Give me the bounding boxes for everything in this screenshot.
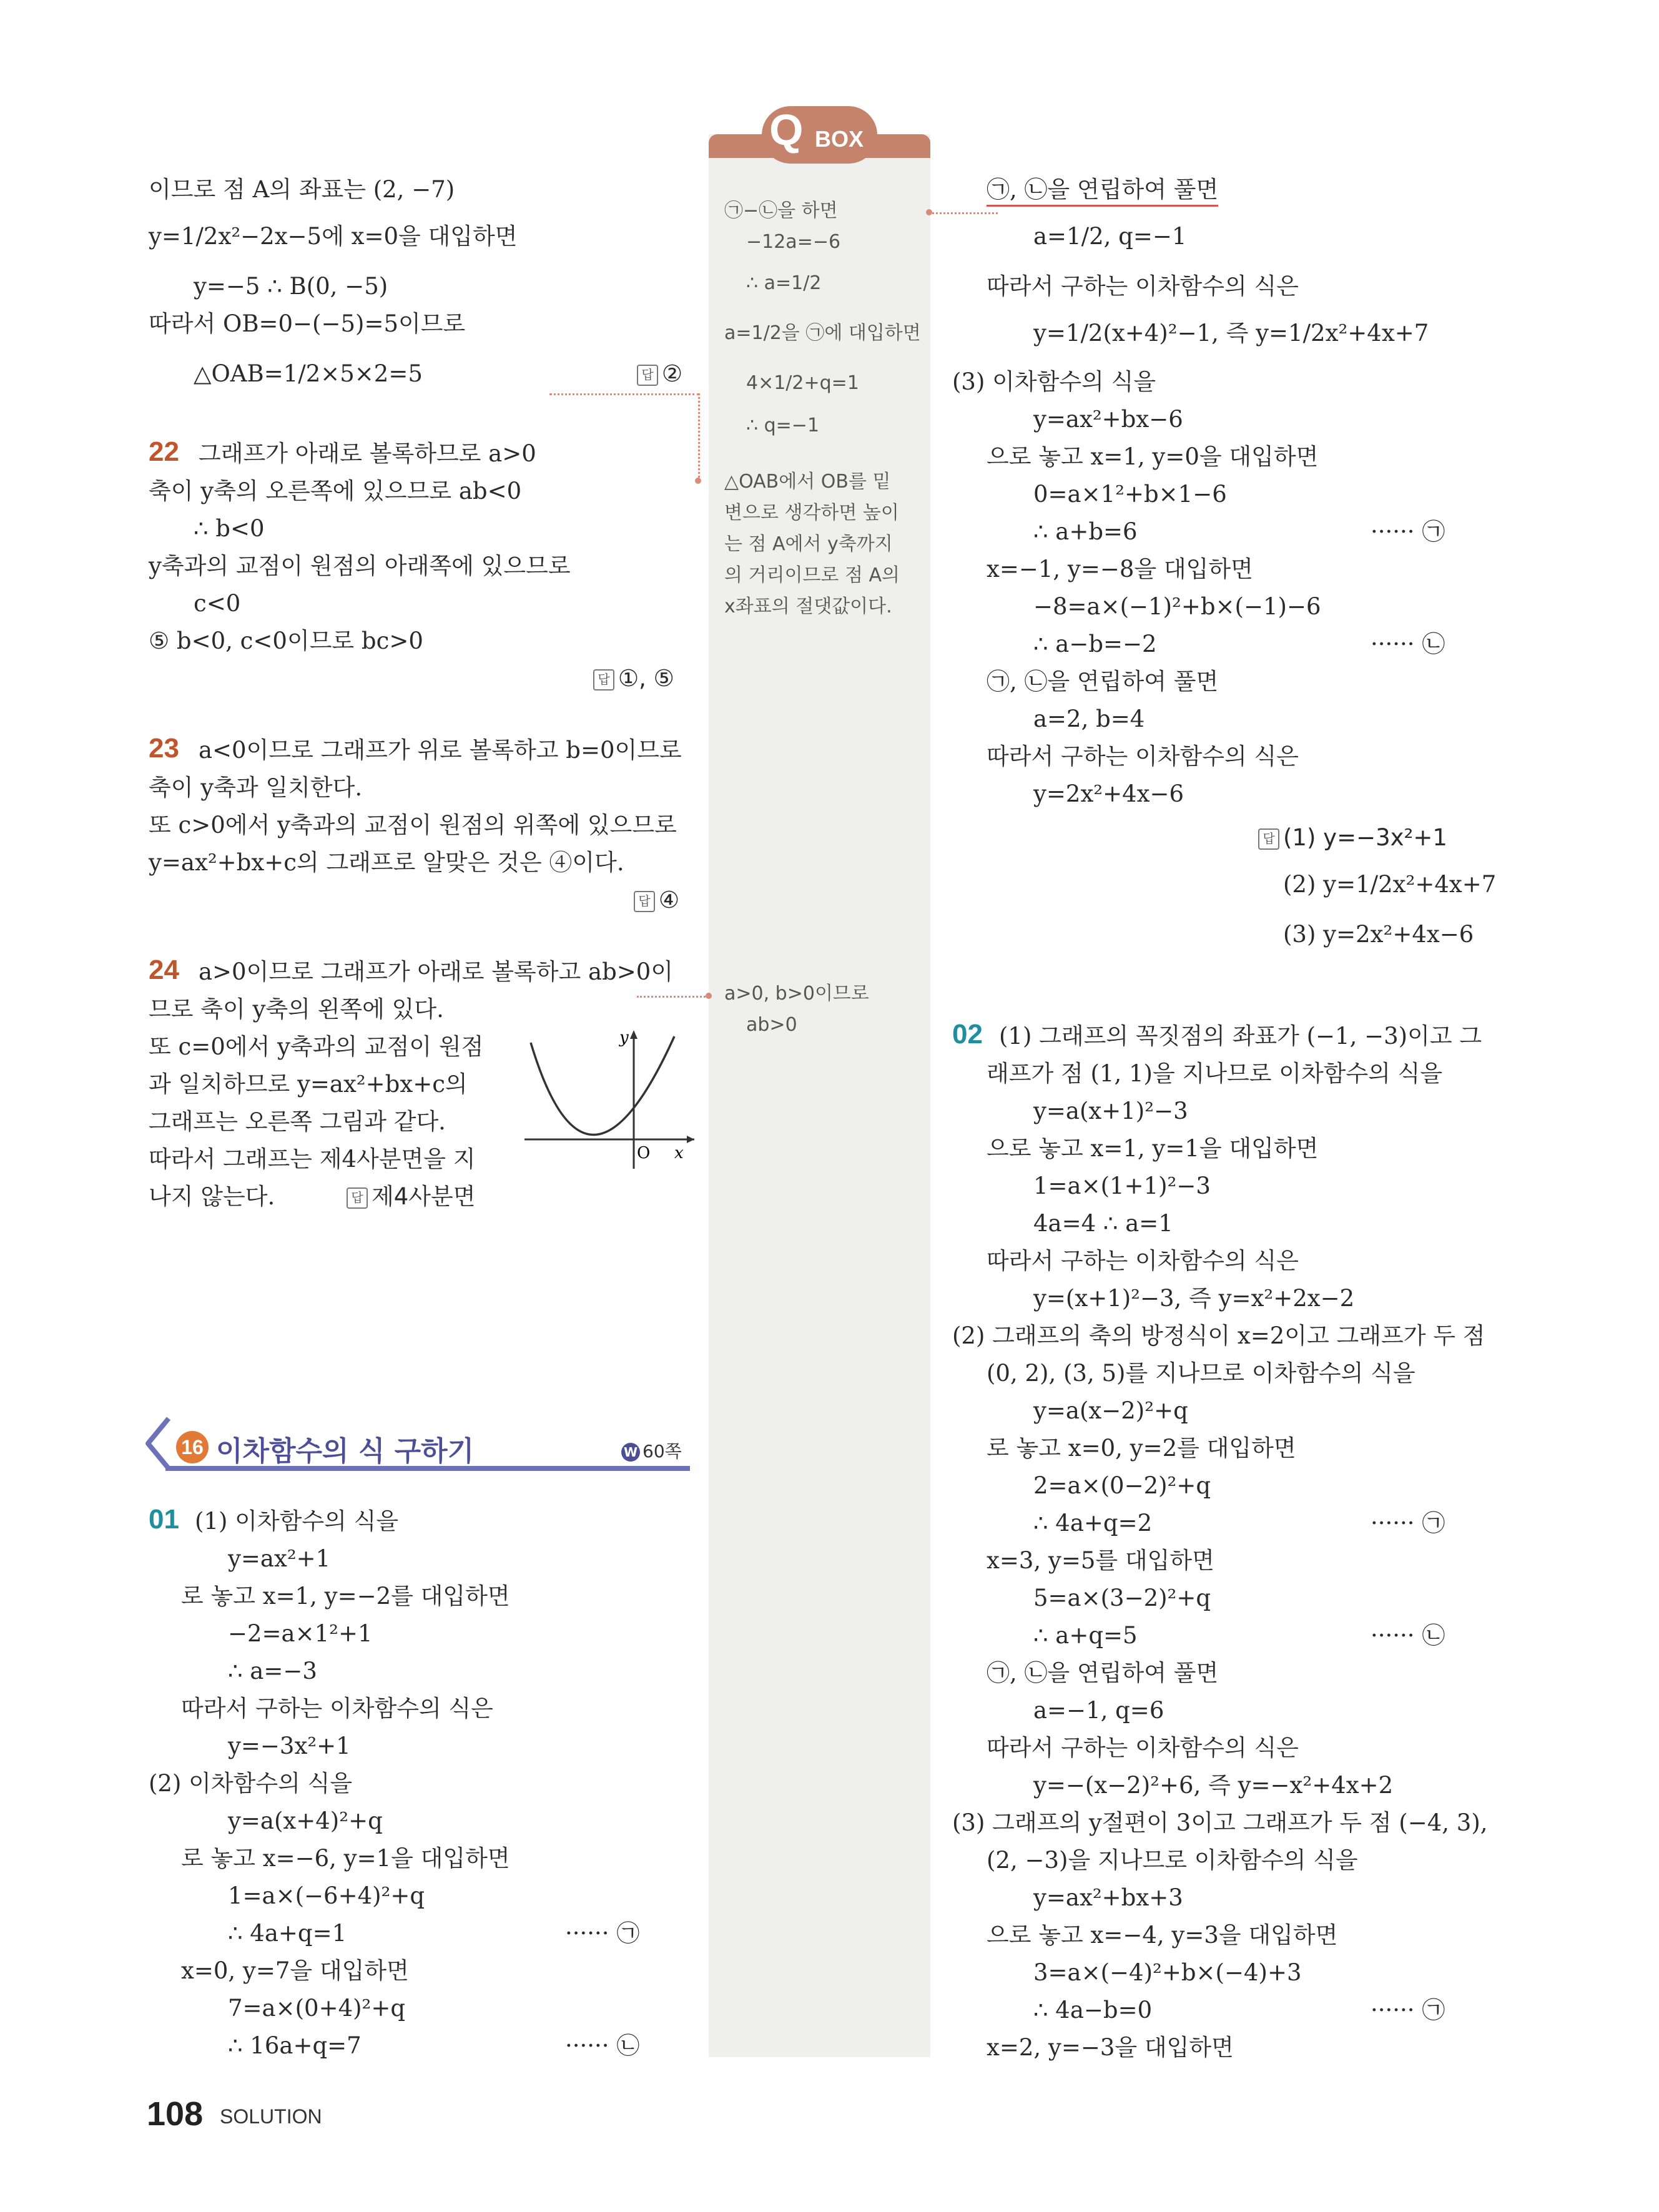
math-line: y=−3x²+1 [228, 1733, 351, 1759]
text-line: 그래프가 아래로 볼록하므로 a>0 [199, 440, 536, 467]
math-line: y=a(x−2)²+q [1033, 1397, 1188, 1424]
text-line: ㉠, ㉡을 연립하여 풀면 [987, 1659, 1219, 1686]
math-line: ∴ 4a+q=2 [1033, 1510, 1153, 1536]
text-line: 따라서 구하는 이차함수의 식은 [987, 273, 1299, 300]
math-line: ∴ a+q=5 [1033, 1622, 1138, 1649]
answer-icon: 답 [637, 365, 658, 386]
math-line: ∴ 4a−b=0 [1033, 1997, 1153, 2023]
math-line: y=−(x−2)²+6, 즉 y=−x²+4x+2 [1033, 1772, 1394, 1799]
text-line: 따라서 구하는 이차함수의 식은 [181, 1695, 493, 1722]
math-line: 1=a×(1+1)²−3 [1033, 1172, 1211, 1199]
problem-number: 22 [149, 436, 179, 467]
problem-number: 02 [952, 1019, 983, 1049]
answer-line: (3) y=2x²+4x−6 [1283, 921, 1474, 948]
qbox-note: △OAB에서 OB를 밑 [724, 471, 891, 493]
answer-icon: 답 [347, 1187, 368, 1209]
math-line: y=ax²+1 [228, 1545, 331, 1572]
text-line: 또 c=0에서 y축과의 교점이 원점 [149, 1033, 484, 1060]
text-line: 따라서 구하는 이차함수의 식은 [987, 1734, 1299, 1761]
qbox-note: 는 점 A에서 y축까지 [724, 533, 893, 555]
x-axis-arrow [687, 1136, 694, 1143]
math-line: ∴ b<0 [194, 515, 265, 542]
math-line: y=1/2(x+4)²−1, 즉 y=1/2x²+4x+7 [1033, 320, 1429, 347]
connector-dot [695, 478, 701, 484]
page-number: 108 [147, 2095, 204, 2133]
connector-line [698, 393, 700, 478]
y-axis-arrow [630, 1030, 638, 1039]
text-line: 따라서 구하는 이차함수의 식은 [987, 1247, 1299, 1274]
answer: 답 ①, ⑤ [593, 664, 674, 694]
math-line: ∴ a=−3 [228, 1658, 317, 1684]
math-line: y=(x+1)²−3, 즉 y=x²+2x−2 [1033, 1285, 1355, 1312]
problem-number: 23 [149, 733, 179, 764]
math-line: y=2x²+4x−6 [1033, 780, 1184, 807]
math-line: c<0 [194, 590, 241, 617]
connector-line [932, 212, 998, 214]
qbox-note: a=1/2을 ㉠에 대입하면 [724, 322, 921, 344]
x-axis-label: x [674, 1144, 684, 1163]
text-line: 로 놓고 x=−6, y=1을 대입하면 [181, 1845, 510, 1872]
math-line: y=ax²+bx+3 [1033, 1884, 1183, 1911]
section-title: 이차함수의 식 구하기 [216, 1435, 475, 1467]
connector-dot [706, 993, 712, 999]
qbox-note: 4×1/2+q=1 [746, 372, 859, 394]
math-line: 3=a×(−4)²+b×(−4)+3 [1033, 1959, 1302, 1986]
math-line: y=ax²+bx−6 [1033, 406, 1183, 433]
equation-tag: ······ ㉠ [1371, 518, 1445, 545]
workbook-icon: W [621, 1443, 640, 1462]
text-line: 축이 y축의 오른쪽에 있으므로 ab<0 [149, 478, 522, 504]
problem-number: 24 [149, 955, 179, 985]
qbox-note: ∴ a=1/2 [746, 272, 822, 294]
text-line: 그래프는 오른쪽 그림과 같다. [149, 1108, 446, 1135]
math-line: ∴ a+b=6 [1033, 518, 1138, 545]
answer: 답 ② [637, 359, 682, 389]
math-line: a=1/2, q=−1 [1033, 223, 1187, 250]
text-line: 과 일치하므로 y=ax²+bx+c의 [149, 1071, 468, 1098]
text-line: 따라서 그래프는 제4사분면을 지 [149, 1146, 476, 1172]
equation-tag: ······ ㉠ [565, 1920, 640, 1947]
text-line: ㉠, ㉡을 연립하여 풀면 [987, 668, 1219, 695]
origin-label: O [637, 1144, 651, 1163]
text-line: y=ax²+bx+c의 그래프로 알맞은 것은 ④이다. [149, 849, 624, 876]
answer: 답 ④ [634, 885, 679, 915]
text-line: x=0, y=7을 대입하면 [181, 1957, 409, 1984]
page-label: SOLUTION [220, 2105, 322, 2128]
text-line: 따라서 OB=0−(−5)=5이므로 [149, 310, 466, 337]
equation-tag: ······ ㉡ [1371, 1622, 1445, 1649]
math-line: △OAB=1/2×5×2=5 [194, 360, 423, 387]
text-line: ⑤ b<0, c<0이므로 bc>0 [149, 627, 423, 654]
text-line: 따라서 구하는 이차함수의 식은 [987, 743, 1299, 770]
math-line: y=−5 ∴ B(0, −5) [194, 273, 388, 300]
text-line: 나지 않는다. [149, 1183, 275, 1210]
qbox-note: −12a=−6 [746, 231, 841, 253]
equation-tag: ······ ㉡ [1371, 631, 1445, 657]
section-number: 16 [176, 1431, 209, 1463]
math-line: −2=a×1²+1 [228, 1620, 373, 1647]
equation-tag: ······ ㉠ [1371, 1997, 1445, 2023]
answer-icon: 답 [593, 669, 614, 691]
text-line: (2, −3)을 지나므로 이차함수의 식을 [987, 1847, 1358, 1874]
text-line: (3) 이차함수의 식을 [952, 368, 1156, 395]
qbox-note: ab>0 [746, 1014, 797, 1036]
qbox-note: ㉠−㉡을 하면 [724, 200, 838, 222]
connector-dot [926, 209, 932, 215]
section-bracket-icon [140, 1412, 178, 1468]
text-line: 로 놓고 x=0, y=2를 대입하면 [987, 1435, 1296, 1462]
text-line: a>0이므로 그래프가 아래로 볼록하고 ab>0이 [199, 958, 674, 985]
equation-tag: ······ ㉡ [565, 2032, 640, 2059]
qbox-label: BOX [815, 126, 864, 152]
math-line: 5=a×(3−2)²+q [1033, 1585, 1211, 1611]
math-line: a=−1, q=6 [1033, 1697, 1164, 1724]
math-line: 0=a×1²+b×1−6 [1033, 481, 1227, 508]
qbox-panel [709, 134, 930, 2057]
math-line: y=a(x+4)²+q [228, 1807, 383, 1834]
connector-line [637, 996, 706, 998]
text-line: 으로 놓고 x=1, y=1을 대입하면 [987, 1135, 1319, 1162]
math-line: a=2, b=4 [1033, 705, 1145, 732]
answer-icon: 답 [1258, 828, 1279, 850]
math-line: ∴ a−b=−2 [1033, 631, 1157, 657]
answer: 답 제4사분면 [347, 1182, 476, 1212]
y-axis-label: y [619, 1028, 629, 1047]
text-line: x=3, y=5를 대입하면 [987, 1547, 1214, 1574]
math-line: −8=a×(−1)²+b×(−1)−6 [1033, 593, 1321, 620]
math-line: ∴ 16a+q=7 [228, 2032, 362, 2059]
parabola-graph [518, 1024, 699, 1174]
math-line: 4a=4 ∴ a=1 [1033, 1210, 1173, 1237]
section-ref: W 60쪽 [621, 1438, 682, 1463]
qbox-note: x좌표의 절댓값이다. [724, 596, 892, 617]
connector-line [549, 393, 699, 395]
math-line: 1=a×(−6+4)²+q [228, 1882, 425, 1909]
text-line: (1) 그래프의 꼭짓점의 좌표가 (−1, −3)이고 그 [999, 1023, 1482, 1049]
text-line: 으로 놓고 x=−4, y=3을 대입하면 [987, 1922, 1338, 1949]
qbox-note: ∴ q=−1 [746, 415, 820, 436]
answer-icon: 답 [634, 891, 655, 912]
text-line: ㉠, ㉡을 연립하여 풀면 [987, 175, 1218, 207]
math-line: 7=a×(0+4)²+q [228, 1995, 406, 2022]
math-line: y=a(x+1)²−3 [1033, 1098, 1188, 1124]
math-line: 2=a×(0−2)²+q [1033, 1472, 1211, 1499]
text-line: (0, 2), (3, 5)를 지나므로 이차함수의 식을 [987, 1360, 1415, 1387]
text-line: 또 c>0에서 y축과의 교점이 원점의 위쪽에 있으므로 [149, 812, 677, 838]
text-line: 므로 축이 y축의 왼쪽에 있다. [149, 996, 444, 1023]
text-line: (3) 그래프의 y절편이 3이고 그래프가 두 점 (−4, 3), [952, 1809, 1488, 1836]
qbox-q-letter: Q [769, 106, 804, 154]
answer-line: (2) y=1/2x²+4x+7 [1283, 871, 1497, 898]
text-line: (2) 이차함수의 식을 [149, 1770, 353, 1797]
text-line: (2) 그래프의 축의 방정식이 x=2이고 그래프가 두 점 [952, 1322, 1485, 1349]
math-line: ∴ 4a+q=1 [228, 1920, 347, 1947]
text-line: (1) 이차함수의 식을 [195, 1508, 399, 1535]
math-line: y=1/2x²−2x−5에 x=0을 대입하면 [149, 223, 518, 250]
text-line: 으로 놓고 x=1, y=0을 대입하면 [987, 443, 1319, 470]
text-line: 래프가 점 (1, 1)을 지나므로 이차함수의 식을 [987, 1060, 1443, 1087]
text-line: y축과의 교점이 원점의 아래쪽에 있으므로 [149, 553, 571, 579]
text-line: x=−1, y=−8을 대입하면 [987, 556, 1253, 582]
qbox-note: 의 거리이므로 점 A의 [724, 564, 900, 586]
qbox-note: 변으로 생각하면 높이 [724, 502, 899, 524]
text-line: 로 놓고 x=1, y=−2를 대입하면 [181, 1583, 510, 1610]
text-line: x=2, y=−3을 대입하면 [987, 2034, 1234, 2061]
problem-number: 01 [149, 1504, 179, 1535]
parabola-curve [531, 1036, 674, 1135]
text-line: a<0이므로 그래프가 위로 볼록하고 b=0이므로 [199, 737, 682, 764]
text-line: 이므로 점 A의 좌표는 (2, −7) [149, 176, 455, 203]
text-line: 축이 y축과 일치한다. [149, 774, 363, 801]
equation-tag: ······ ㉠ [1371, 1510, 1445, 1536]
qbox-note: a>0, b>0이므로 [724, 983, 869, 1005]
answer: 답 (1) y=−3x²+1 [1258, 823, 1447, 853]
